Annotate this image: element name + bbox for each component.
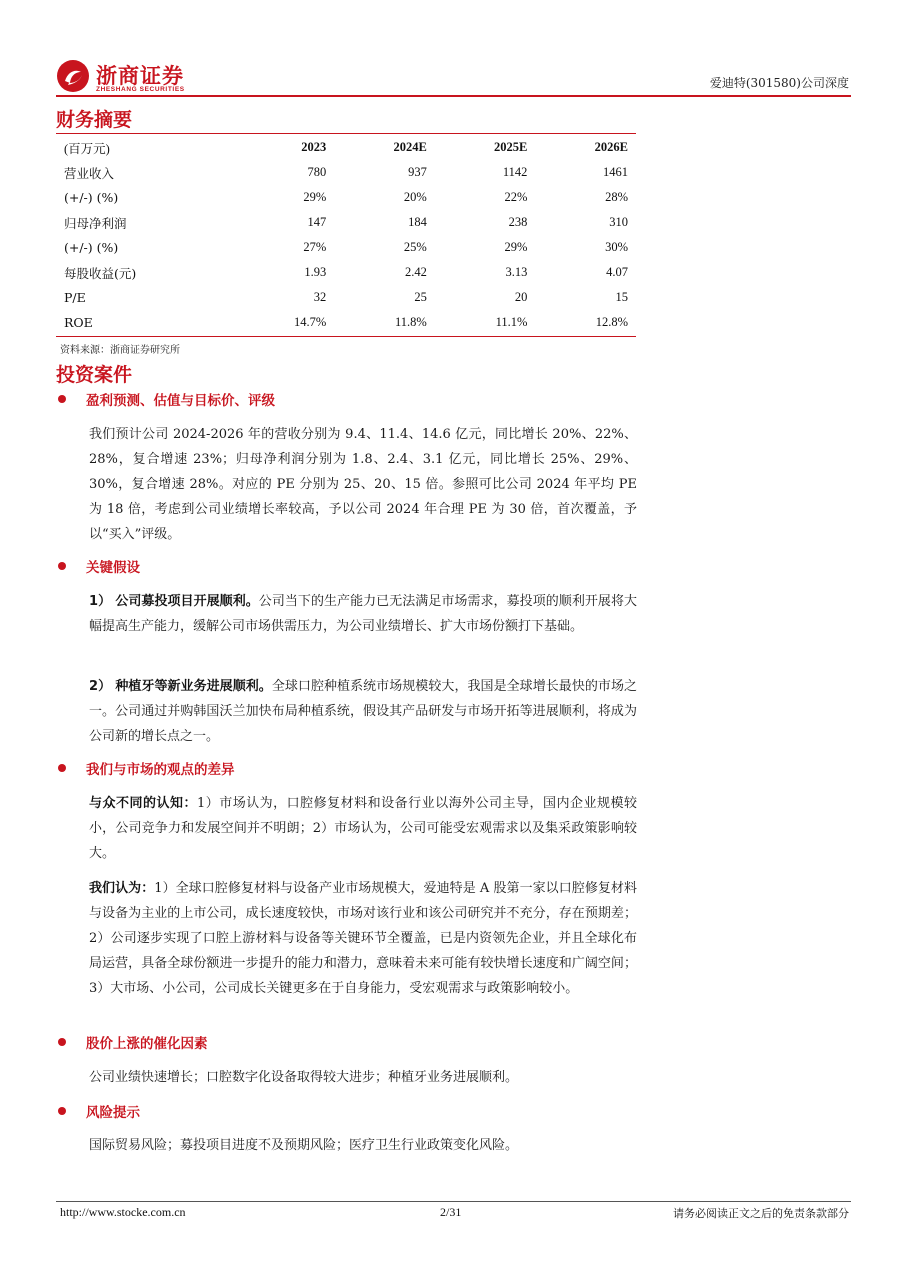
table-cell: 32 [313, 290, 327, 304]
bullet-icon [58, 1107, 66, 1115]
table-cell: 25% [403, 240, 427, 254]
assumption-item [89, 589, 637, 639]
table-cell: 22% [504, 190, 528, 204]
table-source-note: 资料来源：浙商证券研究所 [60, 345, 180, 356]
catalysts-paragraph: 公司业绩快速增长；口腔数字化设备取得较大进步；种植牙业务进展顺利。 [89, 1070, 519, 1085]
table-row [56, 285, 636, 310]
table-cell: 780 [307, 165, 327, 179]
section-risks-heading [56, 1101, 140, 1121]
table-cell: 4.07 [606, 265, 628, 279]
section-difference-heading [56, 758, 235, 778]
bullet-icon [58, 1038, 66, 1046]
table-cell: 937 [408, 165, 427, 179]
table-cell: 184 [408, 215, 427, 229]
table-cell: 29% [303, 190, 327, 204]
column-header: 2025E [494, 140, 528, 154]
table-cell: 25 [414, 290, 427, 304]
table-cell: 3.13 [505, 265, 528, 279]
table-cell: 238 [508, 215, 528, 229]
section-catalysts-heading [56, 1032, 208, 1052]
risks-paragraph: 国际贸易风险；募投项目进度不及预期风险；医疗卫生行业政策变化风险。 [89, 1138, 519, 1153]
paragraph-lead: 与众不同的认知： [89, 796, 197, 811]
table-cell: 1142 [502, 165, 528, 179]
table-cell: 15 [615, 290, 628, 304]
section-title: 我们与市场的观点的差异 [86, 762, 235, 778]
row-label: (+/-) (%) [64, 190, 119, 205]
item-lead: 种植牙等新业务进展顺利。 [115, 679, 272, 694]
row-label: ROE [64, 315, 93, 330]
our-view-paragraph [89, 876, 637, 1001]
page-number: 2/31 [440, 1205, 462, 1219]
assumption-item [89, 674, 637, 749]
bullet-icon [58, 764, 66, 772]
forecast-paragraph: 我们预计公司 2024-2026 年的营收分别为 9.4、11.4、14.6 亿元，同比增长 20%、22%、28%，复合增速 23%；归母净利润分别为 1.8、2.4、3.1 亿元，同比增长 25%、29%、30%，复合增速 28%。对应的 PE 分别为 25、20、15 倍。参照可比公司 2024 年平均 PE 为 18 倍，考虑到公司业绩增长率较高，予以公司 2024 年合理 PE 为 30 倍，首次覆盖，予以“买入”评级。 [89, 427, 637, 542]
table-cell: 11.8% [395, 315, 427, 329]
market-view-paragraph [89, 791, 637, 866]
table-cell: 14.7% [294, 315, 327, 329]
table-cell: 29% [504, 240, 528, 254]
logo-subtitle: ZHESHANG SECURITIES [96, 86, 185, 93]
table-row [56, 235, 636, 260]
logo-text: 浙商证券 [96, 64, 184, 88]
table-cell: 30% [605, 240, 628, 254]
table-cell: 28% [605, 190, 628, 204]
table-cell: 11.1% [495, 315, 528, 329]
table-cell: 1461 [603, 165, 628, 179]
section-title: 关键假设 [86, 560, 140, 576]
row-label: 每股收益(元) [64, 265, 137, 281]
section-title: 风险提示 [86, 1105, 140, 1121]
table-cell: 1.93 [304, 265, 327, 279]
section-assumptions-heading [56, 556, 140, 576]
table-cell: 27% [303, 240, 327, 254]
financial-summary-title: 财务摘要 [56, 109, 133, 131]
item-number: 1） [89, 594, 112, 609]
table-row [56, 310, 636, 335]
table-cell: 147 [307, 215, 327, 229]
item-body: 公司当下的生产能力已无法满足市场需求，募投项的顺利开展将大幅提高生产能力，缓解公司市场供需压力，为公司业绩增长、扩大市场份额打下基础。 [89, 594, 637, 634]
paragraph-body: 1）市场认为，口腔修复材料和设备行业以海外公司主导，国内企业规模较小，公司竞争力和发展空间并不明朗；2）市场认为，公司可能受宏观需求以及集采政策影响较大。 [89, 796, 637, 861]
table-row [56, 260, 636, 285]
item-lead: 公司募投项目开展顺利。 [115, 594, 259, 609]
column-header: 2024E [393, 140, 427, 154]
row-label: P/E [64, 290, 86, 305]
footer-website-link[interactable]: http://www.stocke.com.cn [60, 1205, 186, 1219]
section-title: 盈利预测、估值与目标价、评级 [86, 393, 275, 409]
table-top-rule [56, 133, 636, 134]
column-header: 2026E [594, 140, 628, 154]
item-body: 全球口腔种植系统市场规模较大，我国是全球增长最快的市场之一。公司通过并购韩国沃兰加快布局种植系统，假设其产品研发与市场开拓等进展顺利，将成为公司新的增长点之一。 [89, 679, 637, 744]
disclaimer-note: 请务必阅读正文之后的免责条款部分 [673, 1207, 849, 1220]
paragraph-lead: 我们认为： [89, 881, 155, 896]
footer-divider [56, 1201, 851, 1202]
section-title: 股价上涨的催化因素 [86, 1036, 208, 1052]
bullet-icon [58, 395, 66, 403]
table-row [56, 185, 636, 210]
report-tag: 爱迪特(301580)公司深度 [709, 76, 849, 90]
row-label: 营业收入 [64, 165, 115, 181]
section-forecast-heading [56, 389, 275, 409]
column-header: 2023 [301, 140, 327, 154]
table-row [56, 160, 636, 185]
financial-summary-table [56, 135, 636, 335]
header-divider [56, 95, 851, 97]
investment-case-title: 投资案件 [56, 364, 133, 386]
paragraph-body: 1）全球口腔修复材料与设备产业市场规模大，爱迪特是 A 股第一家以口腔修复材料与设备为主业的上市公司，成长速度较快，市场对该行业和该公司研究并不充分，存在预期差；2）公司逐步实现了口腔上游材料与设备等关键环节全覆盖，已是内资领先企业，并且全球化布局运营，具备全球份额进一步提升的能力和潜力，意味着未来可能有较快增长速度和广阔空间；3）大市场、小公司，公司成长关键更多在于自身能力，受宏观需求与政策影响较小。 [89, 881, 637, 996]
table-cell: 310 [609, 215, 628, 229]
bullet-icon [58, 562, 66, 570]
zheshang-logo-icon [56, 59, 90, 93]
table-cell: 2.42 [404, 265, 427, 279]
table-cell: 12.8% [595, 315, 628, 329]
table-bottom-rule [56, 336, 636, 337]
table-cell: 20 [514, 290, 528, 304]
row-label: (+/-) (%) [64, 240, 119, 255]
table-header-row [56, 135, 636, 160]
table-cell: 20% [403, 190, 427, 204]
item-number: 2） [89, 679, 112, 694]
row-label: 归母净利润 [64, 215, 127, 231]
table-row [56, 210, 636, 235]
column-header: (百万元) [64, 141, 110, 156]
